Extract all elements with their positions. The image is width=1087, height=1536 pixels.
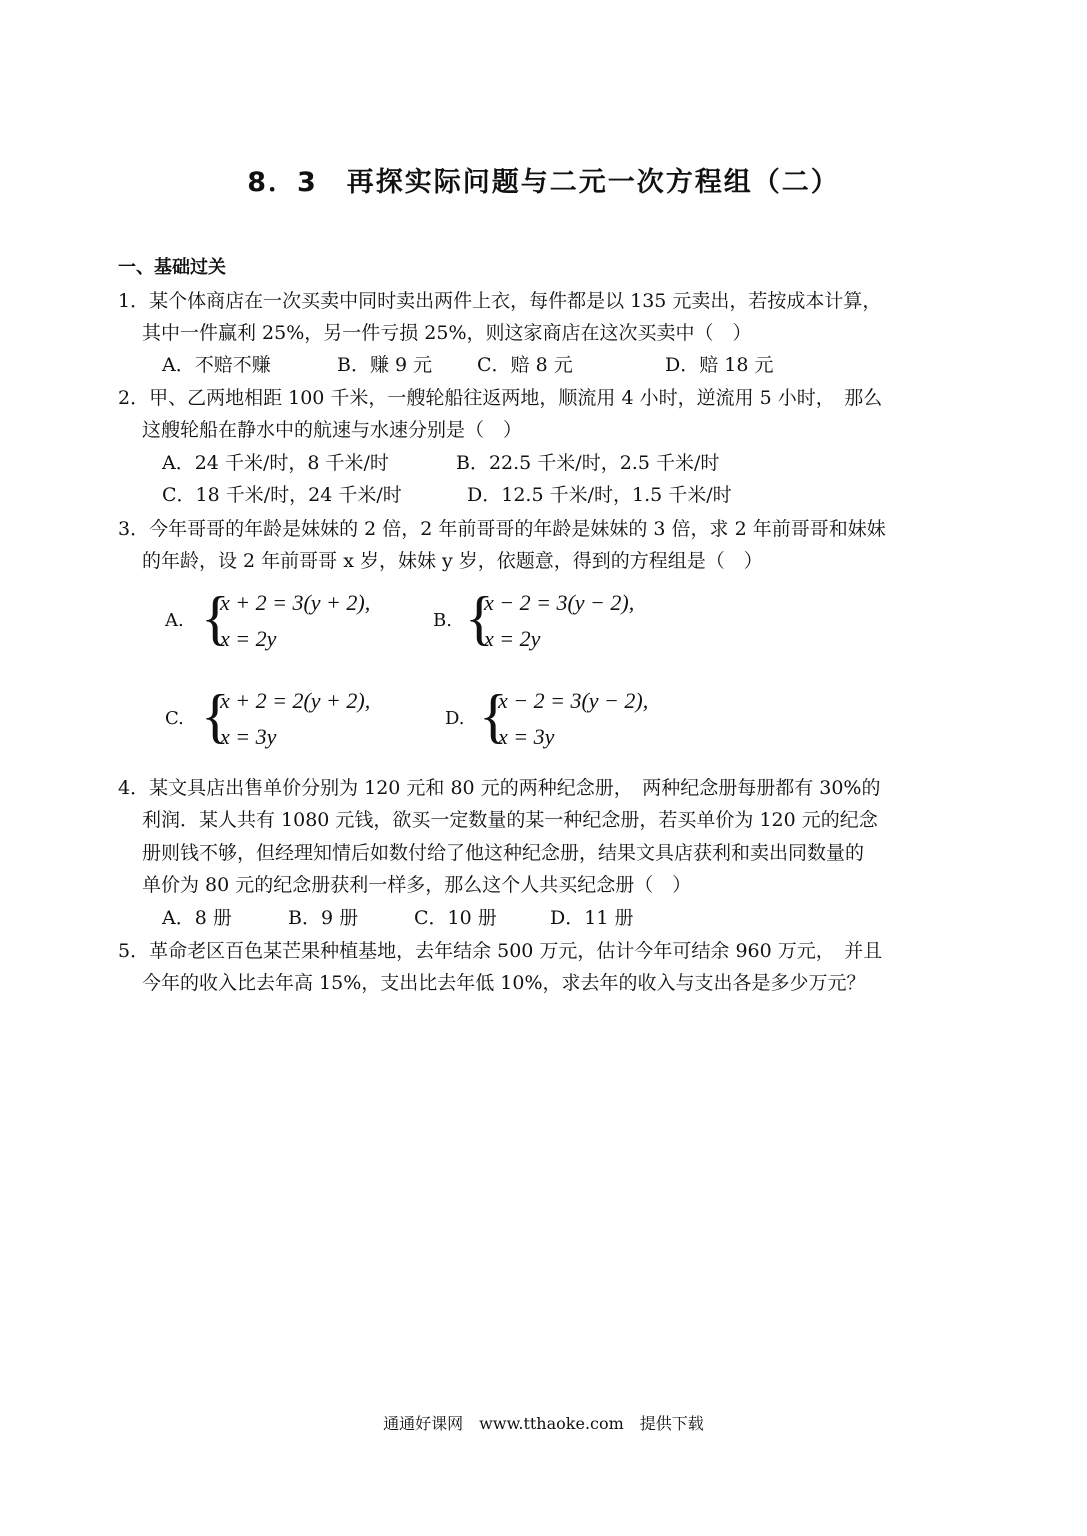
option-label: C. [165, 708, 184, 729]
option-label: A. [165, 610, 184, 631]
q2-option-b: B．22.5 千米/时，2.5 千米/时 [456, 452, 720, 474]
q4-option-b: B．9 册 [288, 907, 359, 929]
question-1-line-1: 1．某个体商店在一次买卖中同时卖出两件上衣，每件都是以 135 元卖出，若按成本计算， [118, 290, 882, 312]
equation-2: x = 3y [498, 724, 555, 749]
section-heading: 一、基础过关 [118, 257, 226, 278]
q1-option-a: A．不赔不赚 [162, 354, 271, 376]
question-2-options-row-2 [162, 480, 732, 507]
q4-option-a: A．8 册 [162, 907, 232, 929]
question-3-line-1: 3．今年哥哥的年龄是妹妹的 2 倍，2 年前哥哥的年龄是妹妹的 3 倍，求 2 年前哥哥和妹妹 [118, 518, 886, 540]
brace-icon: { [479, 683, 508, 749]
question-1-options [162, 350, 774, 377]
equation-2: x = 2y [484, 626, 541, 651]
question-4-line-1: 4．某文具店出售单价分别为 120 元和 80 元的两种纪念册， 两种纪念册每册都有 30%的 [118, 777, 881, 799]
equation-2: x = 2y [220, 626, 277, 651]
equation-1: x + 2 = 3(y + 2), [220, 590, 371, 615]
q2-option-c: C．18 千米/时，24 千米/时 [162, 484, 402, 506]
q4-option-c: C．10 册 [414, 907, 497, 929]
question-3-line-2: 的年龄，设 2 年前哥哥 x 岁，妹妹 y 岁，依题意，得到的方程组是（ ） [142, 550, 763, 572]
equation-1: x − 2 = 3(y − 2), [484, 590, 635, 615]
option-label: D. [445, 708, 465, 729]
question-1-line-2: 其中一件赢利 25%，另一件亏损 25%，则这家商店在这次买卖中（ ） [142, 322, 752, 344]
question-2-line-1: 2．甲、乙两地相距 100 千米，一艘轮船往返两地，顺流用 4 小时，逆流用 5 小时， 那么 [118, 387, 883, 409]
footer-credit: 通通好课网 www.tthaoke.com 提供下载 [383, 1414, 704, 1433]
q1-option-d: D．赔 18 元 [665, 354, 774, 376]
brace-icon: { [465, 585, 494, 651]
question-4-line-2: 利润．某人共有 1080 元钱，欲买一定数量的某一种纪念册，若买单价为 120 元的纪念 [142, 809, 878, 831]
option-label: B. [433, 610, 452, 631]
equation-1: x + 2 = 2(y + 2), [220, 688, 371, 713]
question-4-options [162, 903, 633, 930]
page-title: 8．3 再探实际问题与二元一次方程组（二） [247, 167, 840, 198]
q4-option-d: D．11 册 [550, 907, 634, 929]
question-4-line-4: 单价为 80 元的纪念册获利一样多，那么这个人共买纪念册（ ） [142, 874, 692, 896]
q2-option-a: A．24 千米/时，8 千米/时 [162, 452, 389, 474]
equation-1: x − 2 = 3(y − 2), [498, 688, 649, 713]
question-5-line-1: 5．革命老区百色某芒果种植基地，去年结余 500 万元，估计今年可结余 960 万元， 并且 [118, 940, 883, 962]
brace-icon: { [201, 585, 230, 651]
equation-2: x = 3y [220, 724, 277, 749]
question-5-line-2: 今年的收入比去年高 15%，支出比去年低 10%，求去年的收入与支出各是多少万元？ [142, 972, 866, 994]
brace-icon: { [201, 683, 230, 749]
q2-option-d: D．12.5 千米/时，1.5 千米/时 [467, 484, 732, 506]
question-2-options-row-1 [162, 448, 719, 475]
q1-option-c: C．赔 8 元 [477, 354, 573, 376]
question-4-line-3: 册则钱不够，但经理知情后如数付给了他这种纪念册，结果文具店获利和卖出同数量的 [142, 842, 865, 864]
question-2-line-2: 这艘轮船在静水中的航速与水速分别是（ ） [142, 419, 523, 441]
q1-option-b: B．赚 9 元 [337, 354, 433, 376]
